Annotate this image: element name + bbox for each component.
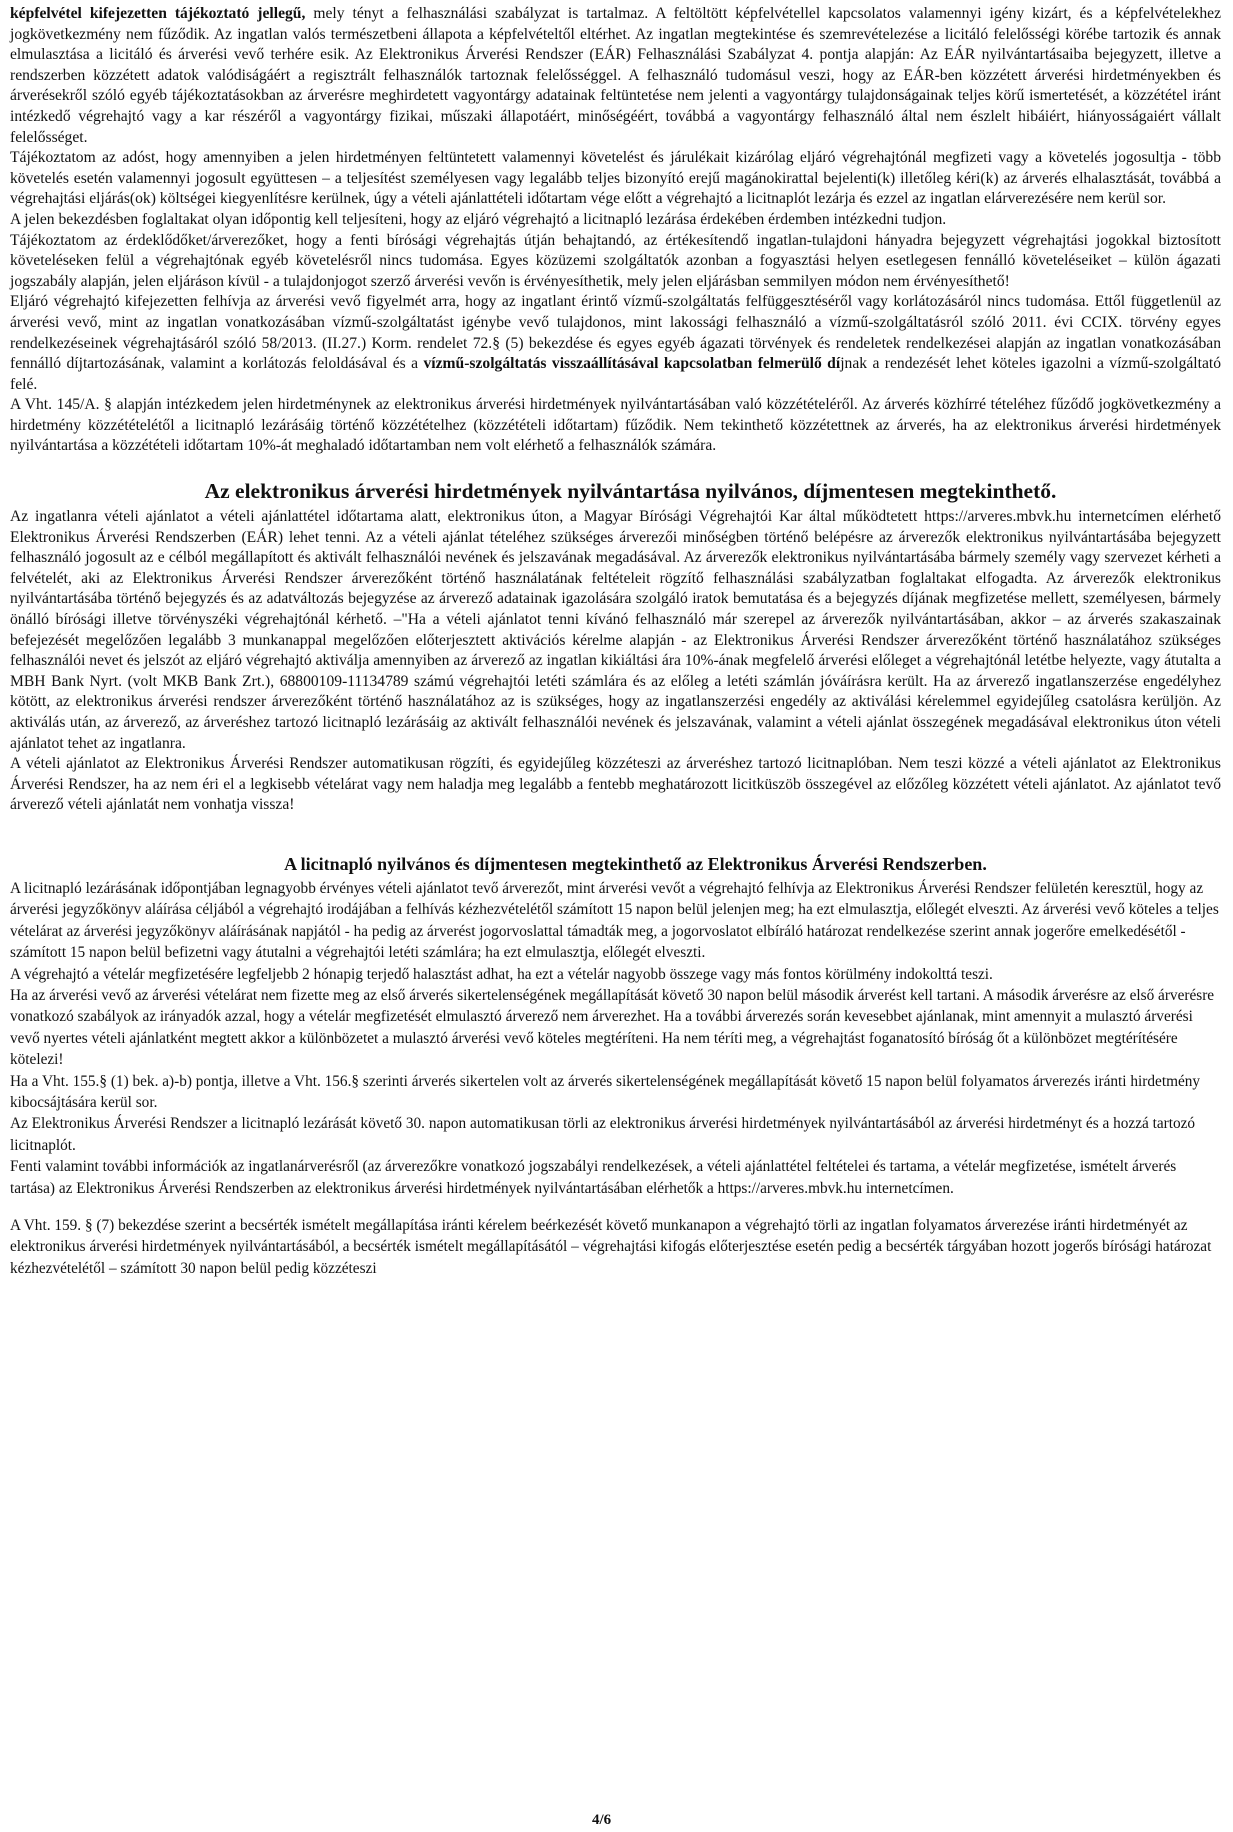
paragraph-bid-recording: A vételi ajánlatot az Elektronikus Árverési Rendszer automatikusan rögzíti, és egyidejűleg közzéteszi az árveréshez tartozó licitnaplóban. Nem teszi közzé a vételi ajánlatot az Elektronikus Árverési Rendszer, ha az nem éri el a legkisebb vételárat vagy nem haladja meg legalább a fentebb meghatározott licitküszöb összegével az előzőleg közzétett vételi ajánlatot. Az ajánlatot tevő árverező vételi ajánlatát nem vonhatja vissza! xyxy=(10,755,1221,814)
paragraph-winner-notice: A licitnapló lezárásának időpontjában legnagyobb érvényes vételi ajánlatot tevő árverezőt, mint árverési vevőt a végrehajtó felhívja az Elektronikus Árverési Rendszer felületén keresztül, hogy az árverési jegyzőkönyv aláírása céljából a végrehajtó irodájában a felhívás kézhezvételétől számított 15 napon belül jelenjen meg; ha ezt elmulasztja, előlegét elveszti. Az árverési vevő köteles a teljes vételárat az árverési jegyzőkönyv aláírásának napjától - ha pedig az árverést jogorvoslattal támadták meg, a jogorvoslatot elbíráló határozat rendelkezése szerint annak jogerőre emelkedésétől - számított 15 napon belül befizetni vagy átutalni a végrehajtói letéti számlára; ha ezt elmulasztja, előlegét elveszti. xyxy=(10,879,1219,962)
bold-phrase: képfelvétel kifejezetten tájékoztató jellegű, xyxy=(10,5,306,22)
bold-phrase: vízmű-szolgáltatás visszaállításával kapcsolatban felmerülő dí xyxy=(423,355,841,373)
document-page xyxy=(10,4,1221,1279)
paragraph-utility-claims: Tájékoztatom az érdeklődőket/árverezőket, hogy a fenti bírósági végrehajtás útján behajtandó, az értékesítendő ingatlan-tulajdoni hányadra bejegyzett végrehajtási jogokkal biztosított követeléseken felül a végrehajtónak egyéb követelésről nincs tudomása. Egyes közüzemi szolgáltatók azonban a fogyasztási helyen esetlegesen fennálló követeléseiket – külön ágazati jogszabály alapján, jelen eljáráson kívül - a tulajdonjogot szerző árverési vevőn is érvényesíthetik, mely jelen eljárásban semmilyen módon nem érvényesíthető! xyxy=(10,231,1221,290)
paragraph-deadline-notice: A jelen bekezdésben foglaltakat olyan időpontig kell teljesíteni, hogy az eljáró végrehajtó a licitnapló lezárása érdekében érdemben intézkedni tudjon. xyxy=(10,210,947,228)
section-heading-bid-log: A licitnapló nyilvános és díjmentesen megtekinthető az Elektronikus Árverési Rendszerben. xyxy=(284,853,987,874)
paragraph-second-auction: Ha az árverési vevő az árverési vételárat nem fizette meg az első árverés sikertelenségének megállapítását követő 30 napon belül második árverést kell tartani. A második árverésre az első árverésre vonatkozó szabályok az irányadók azzal, hogy a vételár megfizetését elmulasztó árverező nem árverezhet. Ha a további árverezés során kevesebbet ajánlanak, mint amennyit a mulasztó árverési vevő nyertes vételi ajánlatként megtett akkor a különbözetet a mulasztó árverési vevő köteles megtéríteni. Ha nem téríti meg, a végrehajtást foganatosító bíróság őt a különbözet megtérítésére kötelezi! xyxy=(10,987,1215,1069)
paragraph-photo-disclaimer xyxy=(10,4,1221,148)
spacer xyxy=(10,1199,1221,1215)
paragraph-auto-delete: Az Elektronikus Árverési Rendszer a licitnapló lezárását követő 30. napon automatikusan törli az elektronikus árverési hirdetmények nyilvántartásából az árverési hirdetményt és a hozzá tartozó licitnaplót. xyxy=(10,1115,1196,1154)
paragraph-continuous-auction: Ha a Vht. 155.§ (1) bek. a)-b) pontja, illetve a Vht. 156.§ szerinti árverés sikertelen volt az árverés sikertelenségének megállapítását követő 15 napon belül folyamatos árverezés iránti hirdetmény kibocsájtására kerül sor. xyxy=(10,1072,1201,1112)
paragraph-water-service xyxy=(10,292,1221,395)
paragraph-text: mely tényt a felhasználási szabályzat is tartalmaz. A feltöltött képfelvétellel kapcsolatos valamennyi igény kizárt, és a képfelvételekhez jogkövetkezmény nem fűződik. Az ingatlan valós természetbeni állapota a képfelvételtől eltérhet. Az ingatlan megtekintése és szemrevételezése a licitáló felelősségi körébe tartozik és annak elmulasztása a licitáló és árverési vevő terhére esik. Az Elektronikus Árverési Rendszer (EÁR) Felhasználási Szabályzat 4. pontja alapján: Az EÁR nyilvántartásaiba bejegyzett, illetve a rendszerben közzétett adatok valódiságáért a regisztrált felhasználók tartoznak felelősséggel. A felhasználó tudomásul veszi, hogy az EÁR-ben közzétett árverési hirdetményekben és árverésekről szóló egyéb tájékoztatásokban az árverésre meghirdetett vagyontárgy adatainak feltüntetése nem jelenti a vagyontárgy tulajdonságainak teljes körű ismertetését, a közzététel iránt intézkedő végrehajtó vagy a kar részéről a vagyontárgy fizikai, műszaki állapotáért, minőségéért, továbbá a vagyontárgy felhasználó által nem észlelt hibáiért, hiányosságaiért vállalt felelősséget. xyxy=(10,5,1221,146)
paragraph-revaluation: A Vht. 159. § (7) bekezdése szerint a becsérték ismételt megállapítása iránti kérelem beérkezését követő munkanapon a végrehajtó törli az ingatlan folyamatos árverezése iránti hirdetményét az elektronikus árverési hirdetmények nyilvántartásából, a becsérték ismételt megállapításától – végrehajtási kifogás előterjesztése esetén pedig a becsérték tárgyában hozott jogerős bírósági határozat kézhezvételétől – számított 30 napon belül pedig közzéteszi xyxy=(10,1217,1212,1277)
paragraph-text: Eljáró végrehajtó kifejezetten felhívja az árverési vevő figyelmét arra, hogy az ingatlant érintő vízmű-szolgáltatás felfüggesztéséről vagy korlátozásáról nincs tudomása. Ettől függetlenül az árverési vevő, mint az ingatlan vonatkozásában vízmű-szolgáltatást igénybe vevő tulajdonos, mint lakossági felhasználó a vízmű-szolgáltatásról szóló 2011. évi CCIX. törvény egyes rendelkezéseinek végrehajtásáról szóló 58/2013. (II.27.) Korm. rendelet 72.§ (5) bekezdése és egyes egyéb ágazati törvények és rendeletek rendelkezései alapján az ingatlan vonatkozásában fennálló díjtartozásának, valamint a korlátozás feloldásával és a xyxy=(10,293,1221,373)
paragraph-debtor-notice: Tájékoztatom az adóst, hogy amennyiben a jelen hirdetményen feltüntetett valamennyi követelést és járulékait kizárólag eljáró végrehajtónál megfizeti vagy a követelés jogosultja - több követelés esetén valamennyi jogosult együttesen – a teljesítést személyesen vagy legalább teljes bizonyító erejű magánokirattal bejelenti(k) illetőleg kéri(k) az árverés elhalasztását, továbbá a végrehajtási eljárás(ok) költségei kiegyenlítésre kerülnek, úgy a vételi ajánlattételi időtartam vége előtt a végrehajtó a licitnaplót lezárja és ezzel az ingatlan elárverezésére nem kerül sor. xyxy=(10,149,1221,208)
paragraph-publication: A Vht. 145/A. § alapján intézkedem jelen hirdetménynek az elektronikus árverési hirdetmények nyilvántartásában való közzétételéről. Az árverés közhírré tételéhez fűződő jogkövetkezmény a hirdetmény közzétételétől a licitnapló lezárásáig történő közzétételhez (közzétételi időtartam) fűződik. Nem tekinthető közzétettnek az árverés, ha az elektronikus árverési hirdetmények nyilvántartása a közzétételi időtartam 10%-át meghaladó időtartamban nem volt elérhető a felhasználók számára. xyxy=(10,396,1221,455)
paragraph-further-info: Fenti valamint további információk az ingatlanárverésről (az árverezőkre vonatkozó jogszabályi rendelkezések, a vételi ajánlattétel feltételei és tartama, a vételár megfizetése, ismételt árverés tartása) az Elektronikus Árverési Rendszerben az elektronikus árverési hirdetmények nyilvántartásában elérhetők a https://arveres.mbvk.hu internetcímen. xyxy=(10,1158,1177,1197)
page-number: 4/6 xyxy=(592,1812,612,1828)
paragraph-bidding-rules: Az ingatlanra vételi ajánlatot a vételi ajánlattétel időtartama alatt, elektronikus úton, a Magyar Bírósági Végrehajtói Kar által működtetett https://arveres.mbvk.hu internetcímen elérhető Elektronikus Árverési Rendszerben (EÁR) lehet tenni. Az a vételi ajánlat tételéhez szükséges árverezői minőségben történő belépésre az árverezők elektronikus nyilvántartásába bejegyzett felhasználó jogosult az e célból megállapított és aktivált felhasználói nevének és jelszavának megadásával. Az árverezők elektronikus nyilvántartásába bármely személy vagy szervezet kérheti a felvételét, aki az Elektronikus Árverési Rendszer árverezőként történő használatának feltételeit rögzítő felhasználási szabályzatban foglaltakat elfogadta. Az árverezők elektronikus nyilvántartásába történő bejegyzés és az adatváltozás bejegyzése az árverező adatainak igazolására szolgáló iratok bemutatása és a bejegyzés díjának megfizetése mellett, személyesen, bármely önálló bírósági illetve törvényszéki végrehajtónál kérhető. –"Ha a vételi ajánlatot tenni kívánó felhasználó már szerepel az árverezők nyilvántartásában, akkor – az árverés szakaszainak befejezését megelőzően legalább 3 munkanappal megelőzően előterjesztett aktivációs kérelme alapján - az Elektronikus Árverési Rendszer árverezőként történő használatához szükséges felhasználói nevet és jelszót az eljáró végrehajtó aktiválja amennyiben az árverező az ingatlan kikiáltási ára 10%-ának megfelelő árverési előleget a végrehajtónál letétbe helyezte, vagy átutalta a MBH Bank Nyrt. (volt MKB Bank Zrt.), 68800109-11134789 számú végrehajtói letéti számlára és az előleg a letéti számlán jóváírásra került. Ha az árverező ingatlanszerzése engedélyhez kötött, az elektronikus árverési rendszer árverezőként történő használatához az is szükséges, hogy az ingatlanszerzési engedély az aktiválási kérelemmel egyidejűleg csatolásra kerüljön. Az aktiválás után, az árverező, az árveréshez tartozó licitnapló lezárásáig az aktivált felhasználói nevének és jelszavának, valamint a vételi ajánlat összegének megadásával elektronikus úton vételi ajánlatot tehet az ingatlanra. xyxy=(10,508,1221,752)
paragraph-text: jnak a rendezését lehet köteles igazolni a vízmű-szolgáltató felé. xyxy=(10,355,1222,393)
section-heading-registry: Az elektronikus árverési hirdetmények nyilvántartása nyilvános, díjmentesen megtekinthető. xyxy=(204,479,1057,504)
paragraph-payment-deferral: A végrehajtó a vételár megfizetésére legfeljebb 2 hónapig terjedő halasztást adhat, ha ezt a vételár nagyobb összege vagy más fontos körülmény indokolttá teszi. xyxy=(10,965,993,983)
